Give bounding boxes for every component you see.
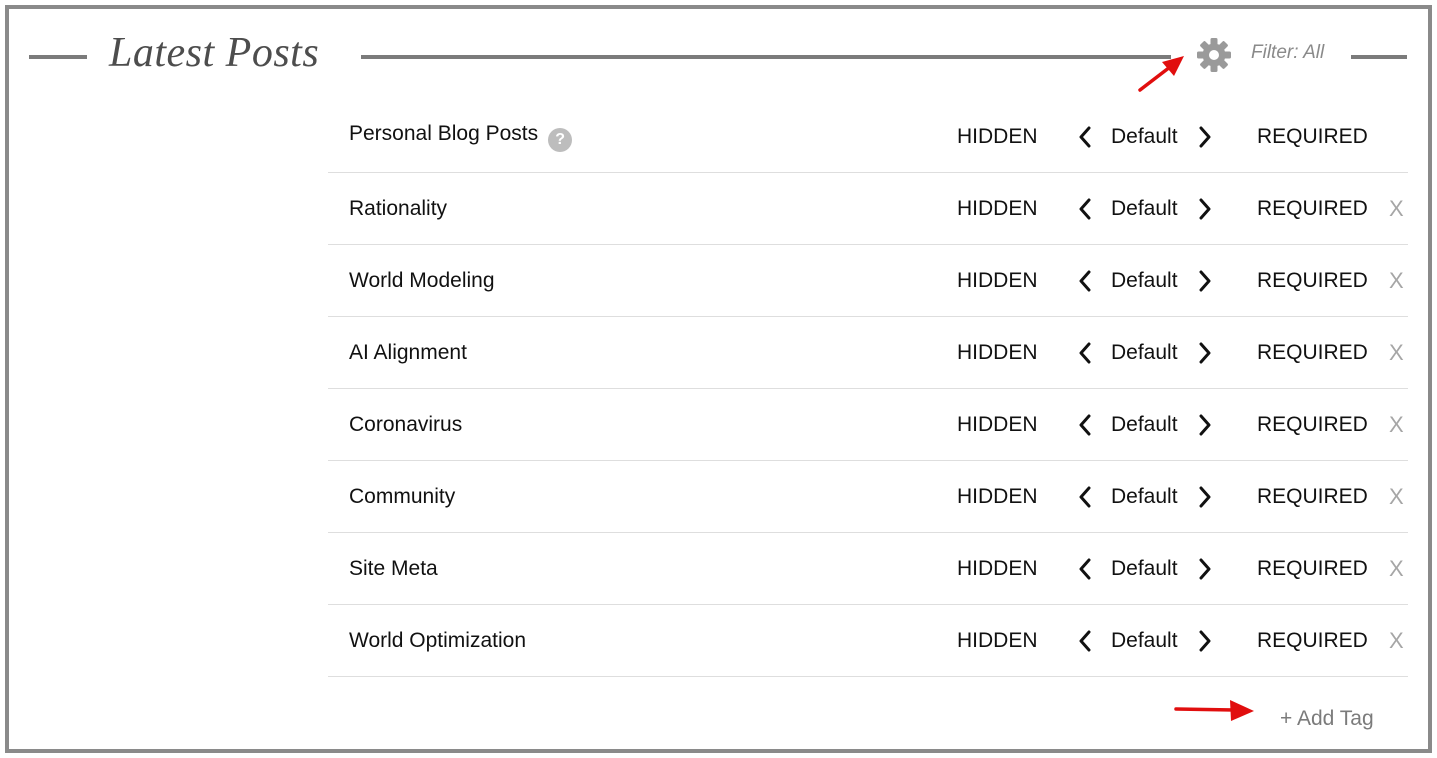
chevron-left-icon[interactable] xyxy=(1077,126,1093,148)
tag-row xyxy=(328,461,1408,533)
chevron-left-icon[interactable] xyxy=(1077,342,1093,364)
header-rule-left xyxy=(29,55,87,59)
tag-name: World Optimization xyxy=(349,628,527,652)
chevron-right-icon[interactable] xyxy=(1197,558,1213,580)
weight-value: Default xyxy=(1111,628,1178,652)
remove-tag-button[interactable]: X xyxy=(1389,267,1404,293)
required-option[interactable]: REQUIRED xyxy=(1257,412,1368,436)
tag-row xyxy=(328,317,1408,389)
chevron-left-icon[interactable] xyxy=(1077,486,1093,508)
latest-posts-panel xyxy=(5,5,1432,753)
chevron-right-icon[interactable] xyxy=(1197,486,1213,508)
add-tag-button[interactable]: + Add Tag xyxy=(1280,707,1374,730)
chevron-left-icon[interactable] xyxy=(1077,414,1093,436)
required-option[interactable]: REQUIRED xyxy=(1257,268,1368,292)
tag-row xyxy=(328,533,1408,605)
tag-row xyxy=(328,389,1408,461)
hidden-option[interactable]: HIDDEN xyxy=(957,412,1038,436)
weight-value: Default xyxy=(1111,124,1178,148)
chevron-left-icon[interactable] xyxy=(1077,558,1093,580)
chevron-right-icon[interactable] xyxy=(1197,270,1213,292)
chevron-right-icon[interactable] xyxy=(1197,126,1213,148)
weight-value: Default xyxy=(1111,268,1178,292)
chevron-right-icon[interactable] xyxy=(1197,198,1213,220)
tag-row xyxy=(328,173,1408,245)
tag-name: Rationality xyxy=(349,196,448,220)
remove-tag-button[interactable]: X xyxy=(1389,483,1404,509)
chevron-left-icon[interactable] xyxy=(1077,270,1093,292)
header-rule-right xyxy=(1351,55,1407,59)
tag-name: World Modeling xyxy=(349,268,495,292)
hidden-option[interactable]: HIDDEN xyxy=(957,196,1038,220)
weight-value: Default xyxy=(1111,556,1178,580)
tag-row xyxy=(328,101,1408,173)
tag-row xyxy=(328,605,1408,677)
tag-name: Coronavirus xyxy=(349,412,463,436)
hidden-option[interactable]: HIDDEN xyxy=(957,268,1038,292)
filter-toggle[interactable]: Filter: All xyxy=(1251,42,1325,63)
weight-value: Default xyxy=(1111,196,1178,220)
hidden-option[interactable]: HIDDEN xyxy=(957,484,1038,508)
required-option[interactable]: REQUIRED xyxy=(1257,484,1368,508)
remove-tag-button[interactable]: X xyxy=(1389,627,1404,653)
hidden-option[interactable]: HIDDEN xyxy=(957,124,1038,148)
tag-name: Site Meta xyxy=(349,556,438,580)
tag-name xyxy=(349,122,572,152)
required-option[interactable]: REQUIRED xyxy=(1257,340,1368,364)
gear-icon[interactable] xyxy=(1196,37,1232,73)
remove-tag-button[interactable]: X xyxy=(1389,195,1404,221)
weight-value: Default xyxy=(1111,412,1178,436)
header-rule-middle xyxy=(361,55,1171,59)
tag-name: AI Alignment xyxy=(349,340,467,364)
chevron-right-icon[interactable] xyxy=(1197,342,1213,364)
remove-tag-button[interactable]: X xyxy=(1389,411,1404,437)
required-option[interactable]: REQUIRED xyxy=(1257,124,1368,148)
tag-name: Community xyxy=(349,484,456,508)
required-option[interactable]: REQUIRED xyxy=(1257,628,1368,652)
tag-name-label: Personal Blog Posts xyxy=(349,121,539,145)
hidden-option[interactable]: HIDDEN xyxy=(957,340,1038,364)
hidden-option[interactable]: HIDDEN xyxy=(957,556,1038,580)
required-option[interactable]: REQUIRED xyxy=(1257,556,1368,580)
weight-value: Default xyxy=(1111,484,1178,508)
chevron-right-icon[interactable] xyxy=(1197,414,1213,436)
chevron-left-icon[interactable] xyxy=(1077,630,1093,652)
remove-tag-button[interactable]: X xyxy=(1389,555,1404,581)
hidden-option[interactable]: HIDDEN xyxy=(957,628,1038,652)
required-option[interactable]: REQUIRED xyxy=(1257,196,1368,220)
help-icon[interactable]: ? xyxy=(548,128,572,152)
chevron-right-icon[interactable] xyxy=(1197,630,1213,652)
remove-tag-button[interactable]: X xyxy=(1389,339,1404,365)
weight-value: Default xyxy=(1111,340,1178,364)
section-title: Latest Posts xyxy=(109,30,320,76)
tag-row xyxy=(328,245,1408,317)
chevron-left-icon[interactable] xyxy=(1077,198,1093,220)
